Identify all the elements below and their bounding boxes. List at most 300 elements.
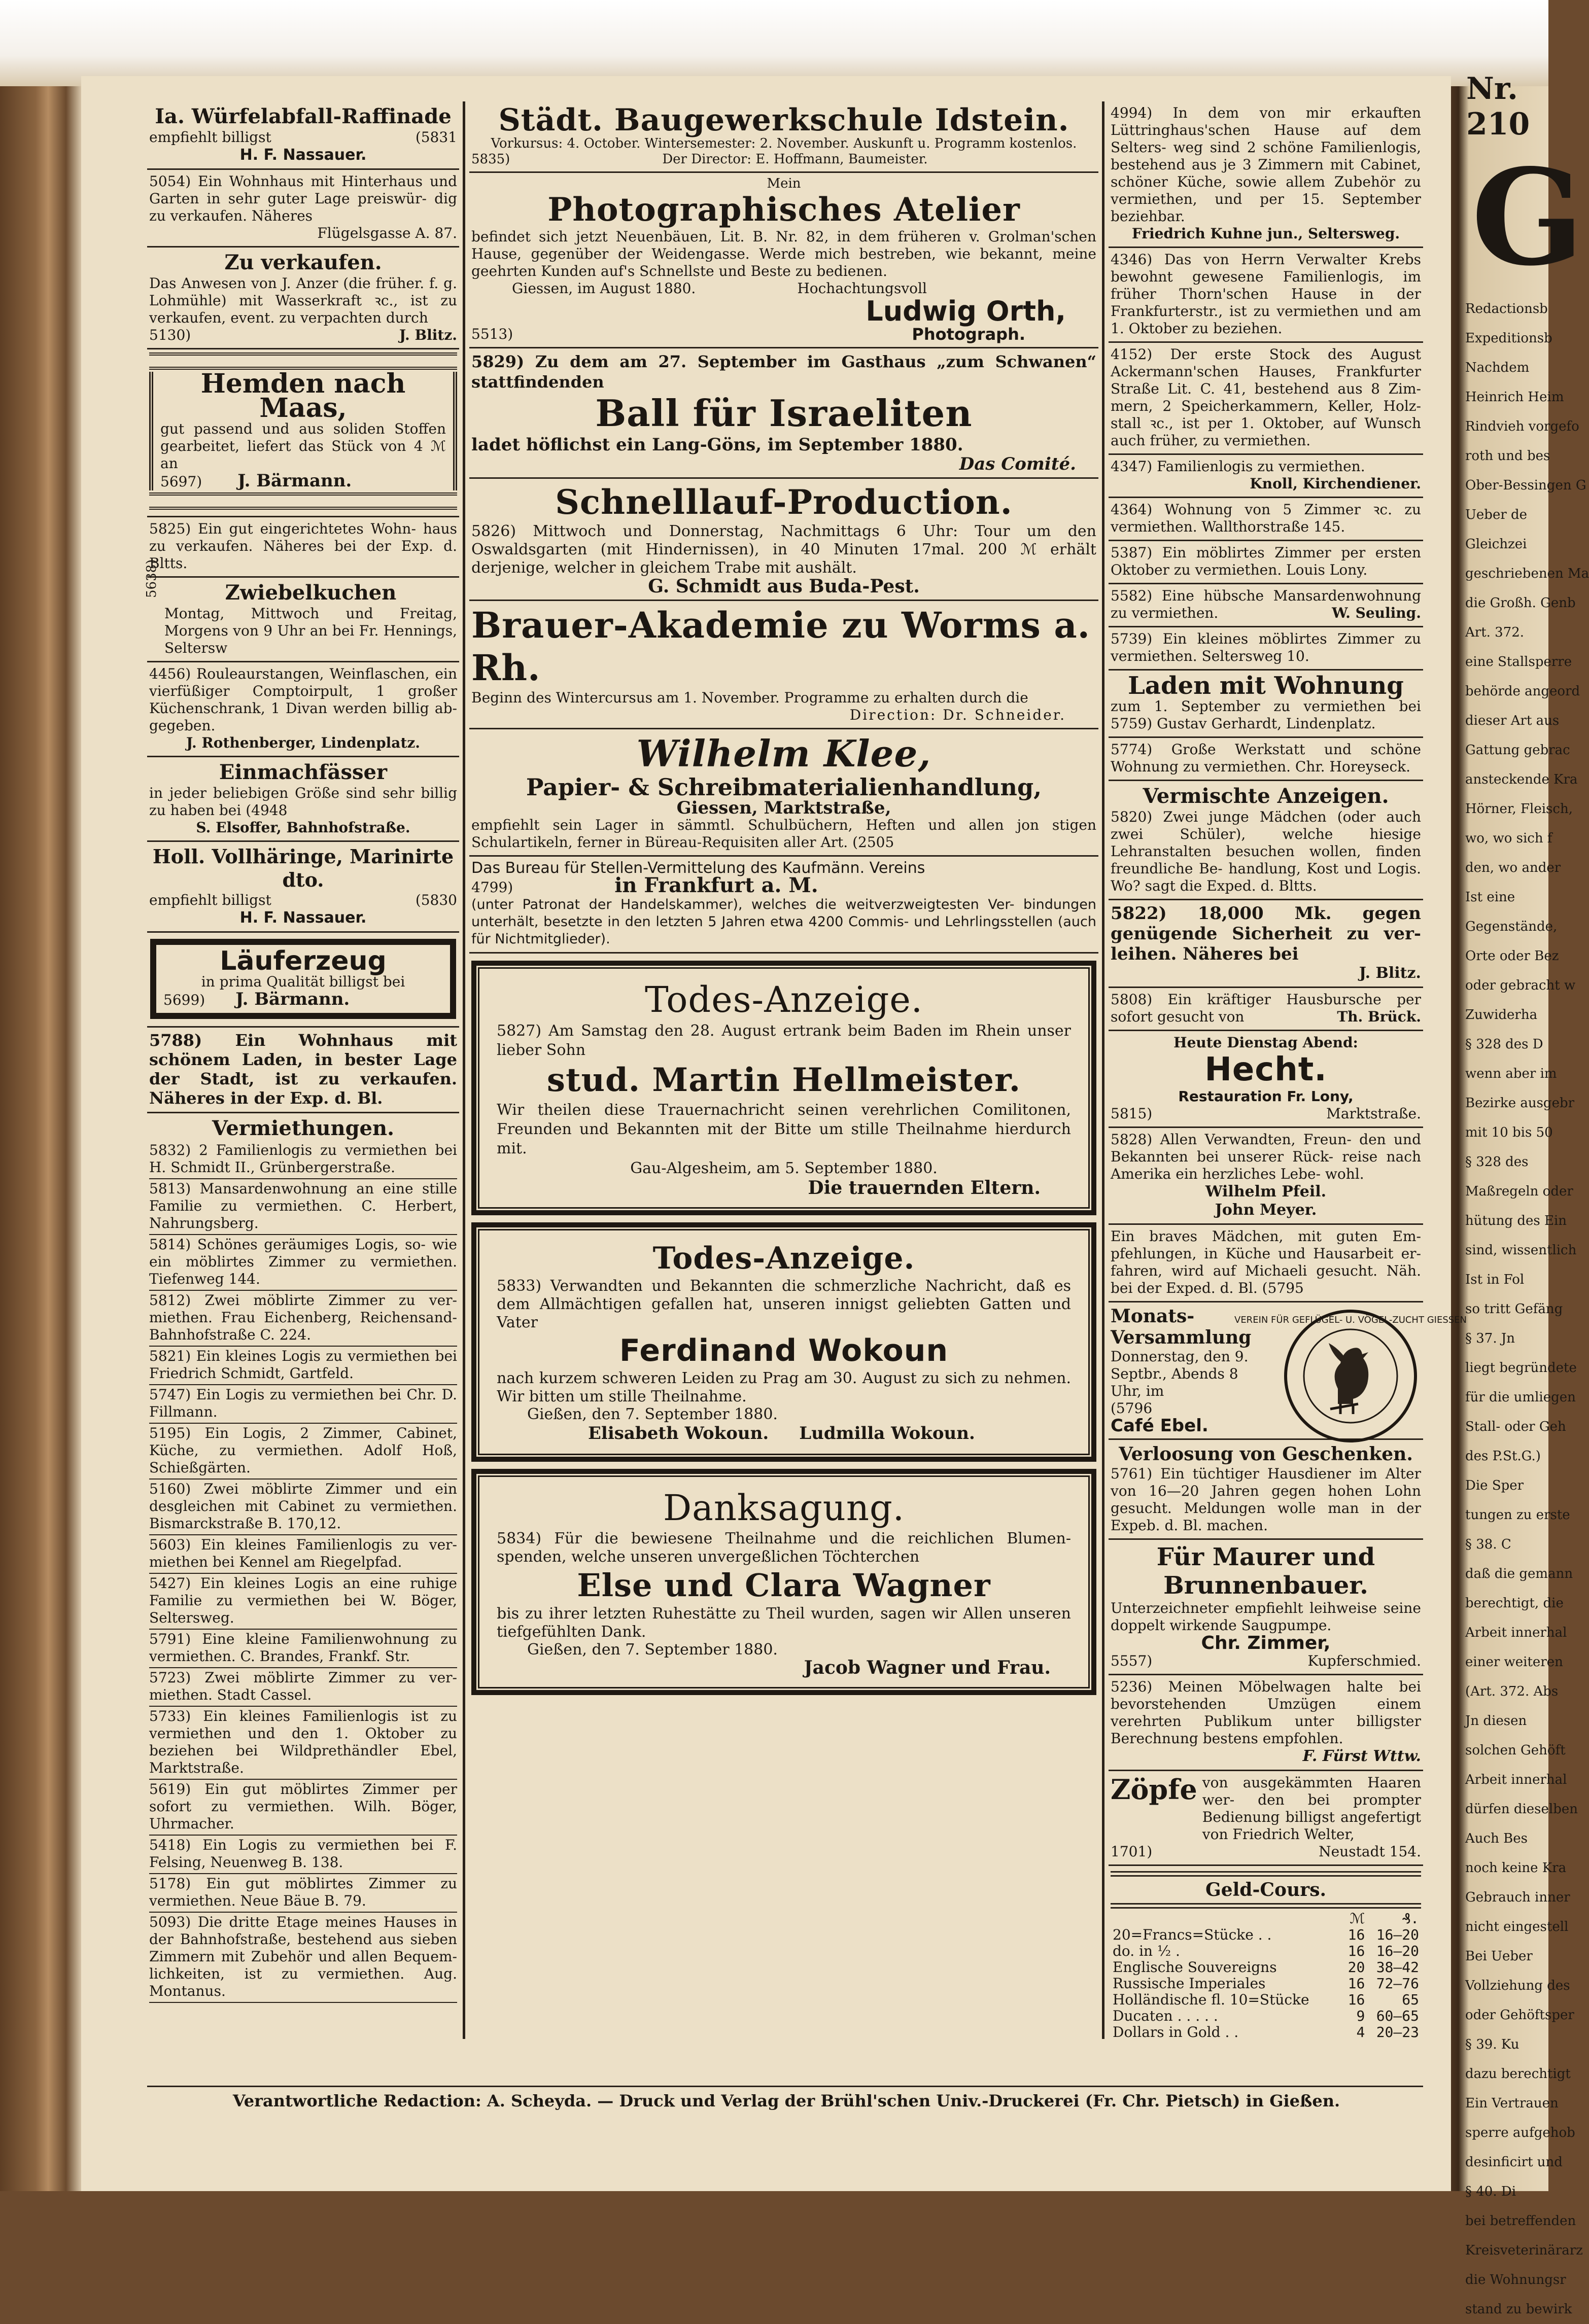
adjacent-text-fragment: oder gebracht w bbox=[1465, 978, 1576, 993]
ad-title: Zöpfe bbox=[1111, 1773, 1197, 1806]
adjacent-text-fragment: Nachdem bbox=[1465, 360, 1530, 375]
ad-title: Zwiebelkuchen bbox=[225, 581, 397, 605]
ad-signature: G. Schmidt aus Buda-Pest. bbox=[648, 576, 920, 597]
adjacent-text-fragment: oder Gehöftsper bbox=[1465, 2008, 1574, 2023]
ad-signature: Wilhelm Pfeil. bbox=[1205, 1183, 1327, 1201]
ad-title: Holl. Vollhäringe, Marinirte dto. bbox=[152, 845, 454, 891]
adjacent-text-fragment: für die umliegen bbox=[1465, 1390, 1576, 1405]
ad-number: 5815) bbox=[1111, 1105, 1153, 1122]
vermiethung-item: 5814) Schönes geräumiges Logis, so- wie ein möblirtes Zimmer zu vermiethen. Tiefenweg 144. bbox=[149, 1235, 457, 1291]
rates-currency: 20=Francs=Stücke . . bbox=[1113, 1926, 1272, 1943]
ad-title: Läuferzeug bbox=[220, 946, 387, 976]
vermiethung-item: 5418) Ein Logis zu vermiethen bei F. Felsing, Neuenweg B. 138. bbox=[149, 1836, 457, 1874]
exchange-rates bbox=[1109, 1866, 1423, 2045]
adjacent-text-fragment: § 40. Di bbox=[1465, 2184, 1516, 2199]
adjacent-text-fragment: stand zu bewirk bbox=[1465, 2302, 1572, 2317]
adjacent-text-fragment: dieser Art aus bbox=[1465, 713, 1560, 728]
rates-row bbox=[1111, 2008, 1421, 2024]
adjacent-text-fragment: sperre aufgehob bbox=[1465, 2125, 1575, 2140]
ad-number: 5638) bbox=[144, 559, 159, 598]
column-rule bbox=[463, 101, 465, 2039]
adjacent-text-fragment: roth und bes bbox=[1465, 448, 1550, 464]
ad-photographisches-atelier bbox=[469, 173, 1098, 348]
adjacent-text-fragment: (Art. 372. Abs bbox=[1465, 1684, 1559, 1699]
seal-text: VEREIN FÜR GEFLÜGEL- U. VÖGEL-ZUCHT GIESSEN bbox=[1234, 1315, 1467, 1325]
ad-title: Brauer-Akademie zu Worms a. Rh. bbox=[471, 604, 1091, 689]
ad-title: Ia. Würfelabfall-Raffinade bbox=[155, 104, 452, 128]
double-rule bbox=[1111, 1871, 1421, 1877]
adjacent-text-fragment: Ober-Bessingen G bbox=[1465, 478, 1586, 493]
ad-text: ladet höflichst ein Lang-Göns, im September 1880. bbox=[471, 435, 963, 455]
rates-pfennig: 16—20 bbox=[1376, 1926, 1419, 1943]
ad-rouleaux bbox=[147, 662, 459, 757]
adjacent-text-fragment: § 38. C bbox=[1465, 1537, 1511, 1552]
ad-familienlogis-krebs bbox=[1109, 248, 1423, 343]
ad-text: zum 1. September zu vermiethen bei 5759) Gustav Gerhardt, Lindenplatz. bbox=[1111, 698, 1421, 732]
ad-title: Hemden nach Maas, bbox=[200, 368, 406, 424]
adjacent-text-fragment: dazu berechtigt bbox=[1465, 2066, 1571, 2082]
rates-mark: 16 bbox=[1348, 1975, 1365, 1992]
ad-signature: W. Seuling. bbox=[1332, 605, 1421, 621]
ad-laeuferzeug bbox=[147, 933, 459, 1028]
rates-unit-pfennig: ₰. bbox=[1402, 1910, 1419, 1927]
ad-title: Schnelllauf-Production. bbox=[555, 482, 1013, 522]
adjacent-text-fragment: Vollziehung des bbox=[1465, 1978, 1570, 1993]
ad-text: 5820) Zwei junge Mädchen (oder auch zwei Schüler), welche hiesige Lehranstalten besuchen wollen, finden freundliche Be- handlung, Kost und Logis. Wo? sagt die Exped. d. Bltts. bbox=[1111, 808, 1421, 894]
adjacent-text-fragment: Bei Ueber bbox=[1465, 1949, 1533, 1964]
ad-laden-wohnung bbox=[1109, 671, 1423, 738]
ad-18000-mk bbox=[1109, 900, 1423, 988]
rates-row bbox=[1111, 1992, 1421, 2008]
ad-signature: H. F. Nassauer. bbox=[239, 909, 367, 927]
adjacent-text-fragment: sind, wissentlich bbox=[1465, 1243, 1577, 1258]
ad-text: 4347) Familienlogis zu vermiethen. bbox=[1111, 458, 1365, 475]
rates-table bbox=[1111, 1911, 1421, 2040]
rates-pfennig: 20—23 bbox=[1376, 2024, 1419, 2040]
ad-signature: Chr. Zimmer, bbox=[1201, 1633, 1331, 1653]
adjacent-text-fragment: Ueber de bbox=[1465, 507, 1528, 522]
ad-signature: Flügelsgasse A. 87. bbox=[317, 225, 457, 241]
ad-text: 5828) Allen Verwandten, Freun- den und Bekannten bei unserer Rück- reise nach Amerika ein herzliches Lebe- wohl. bbox=[1111, 1131, 1421, 1182]
adjacent-text-fragment: Arbeit innerhal bbox=[1465, 1772, 1567, 1787]
ad-text: 5236) Meinen Möbelwagen halte bei bevorstehenden Umzügen einem verehrten Publikum unter billigster Berechnung bestens empfohlen. bbox=[1111, 1678, 1421, 1747]
ad-zwiebelkuchen bbox=[144, 559, 459, 662]
ad-text: Das Anwesen von J. Anzer (die früher. f. g. Lohmühle) mit Wasserkraft ꝛc., ist zu verkaufen, event. zu verpachten durch bbox=[149, 275, 457, 326]
ad-signature: J. Bärmann. bbox=[237, 471, 352, 491]
adjacent-text-fragment: eine Stallsperre bbox=[1465, 654, 1572, 670]
adjacent-text-fragment: Art. 372. bbox=[1465, 625, 1525, 640]
notice-place: Gießen, den 7. September 1880. bbox=[527, 1641, 778, 1659]
ad-text: 5808) Ein kräftiger Hausbursche per sofort gesucht von bbox=[1111, 991, 1421, 1025]
ad-wohnhaus-laden bbox=[147, 1028, 459, 1113]
ad-zimmer-seltersweg bbox=[1109, 627, 1423, 671]
ad-text: 5829) Zu dem am 27. September im Gasthaus „zum Schwanen“ stattfindenden bbox=[471, 352, 1096, 392]
adjacent-text-fragment: so tritt Gefäng bbox=[1465, 1301, 1563, 1317]
adjacent-text-fragment: solchen Gehöft bbox=[1465, 1743, 1566, 1758]
rates-pfennig: 60—65 bbox=[1376, 2008, 1419, 2024]
ad-text: 5582) Eine hübsche Mansardenwohnung zu vermiethen. bbox=[1111, 587, 1421, 621]
rates-row bbox=[1111, 1976, 1421, 1992]
notice-text: bis zu ihrer letzten Ruhestätte zu Theil wurden, sagen wir Allen unseren tiefgefühlten Dank. bbox=[497, 1605, 1071, 1641]
ad-text: Vorkursus: 4. October. Wintersemester: 2. November. Auskunft u. Programm kostenlos. bbox=[491, 136, 1077, 151]
vermiethung-item: 5821) Ein kleines Logis zu vermiethen bei Friedrich Schmidt, Gartfeld. bbox=[149, 1347, 457, 1385]
rates-mark: 20 bbox=[1348, 1959, 1365, 1976]
ad-signature: Das Comité. bbox=[959, 454, 1076, 474]
adjacent-text-fragment: wo, wo sich f bbox=[1465, 831, 1552, 846]
vermiethung-item: 5813) Mansardenwohnung an eine stille Familie zu vermiethen. C. Herbert, Nahrungsberg. bbox=[149, 1179, 457, 1235]
double-rule bbox=[1111, 1903, 1421, 1909]
rates-currency: Russische Imperiales bbox=[1113, 1975, 1266, 1992]
imprint-footer: Verantwortliche Redaction: A. Scheyda. — Druck und Verlag der Brühl'schen Univ.-Druckerei (Fr. Chr. Pietsch) in Gießen. bbox=[232, 2091, 1340, 2110]
rates-currency: do. in ½ . bbox=[1113, 1943, 1180, 1959]
ad-monats-versammlung bbox=[1109, 1302, 1467, 1440]
rates-row bbox=[1111, 1927, 1421, 1943]
adjacent-text-fragment: Orte oder Bez bbox=[1465, 948, 1559, 964]
ad-vermischte bbox=[1109, 781, 1423, 900]
ad-baugewerkschule bbox=[469, 101, 1098, 173]
adjacent-page-fragment bbox=[1461, 71, 1589, 2317]
adjacent-text-fragment: die Wohnungsr bbox=[1465, 2272, 1566, 2287]
adjacent-text-fragment: den, wo ander bbox=[1465, 860, 1561, 875]
adjacent-text-fragment: noch keine Kra bbox=[1465, 1860, 1567, 1876]
adjacent-text-fragment: Hörner, Fleisch, bbox=[1465, 801, 1573, 817]
vermiethung-item: 5603) Ein kleines Familienlogis zu ver- miethen bei Kennel am Riegelpfad. bbox=[149, 1535, 457, 1574]
adjacent-text-fragment: desinficirt und bbox=[1465, 2155, 1563, 2170]
vermiethungen-list bbox=[149, 1141, 457, 2003]
ad-text: 5761) Ein tüchtiger Hausdiener im Alter von 16—20 Jahren gegen hohen Lohn gesucht. Meldungen wolle man in der Expeb. d. Bl. machen. bbox=[1111, 1465, 1421, 1534]
adjacent-text-fragment: dürfen dieselben bbox=[1465, 1802, 1578, 1817]
adjacent-text-fragment: § 328 des D bbox=[1465, 1037, 1543, 1052]
ad-title: Photographisches Atelier bbox=[547, 191, 1020, 229]
adjacent-text-fragment: tungen zu erste bbox=[1465, 1507, 1570, 1523]
ad-text: in jeder beliebigen Größe sind sehr billig zu haben bei bbox=[149, 785, 457, 819]
notice-text: nach kurzem schweren Leiden zu Prag am 30. August zu sich zu nehmen. Wir bitten um stille Theilnahme. bbox=[497, 1369, 1071, 1405]
ad-text: Unterzeichneter empfiehlt leihweise seine doppelt wirkende Saugpumpe. bbox=[1111, 1600, 1421, 1634]
ad-number: 5697) bbox=[160, 473, 202, 490]
ad-text: Mein bbox=[767, 176, 801, 191]
ad-text: 5826) Mittwoch und Donnerstag, Nachmittags 6 Uhr: Tour um den Oswaldsgarten (mit Hindernissen), in 40 Minuten 17mal. 200 ℳ erhält derjenige, welcher in gleichem Trabe mit aushält. bbox=[471, 522, 1096, 577]
notice-signature: Jacob Wagner und Frau. bbox=[804, 1657, 1051, 1678]
ad-hecht bbox=[1109, 1031, 1423, 1128]
column-right bbox=[1109, 101, 1467, 2057]
ad-role: Photograph. bbox=[912, 325, 1025, 344]
rates-mark: 16 bbox=[1348, 1991, 1365, 2008]
ad-vollhaeringe bbox=[147, 842, 459, 933]
ad-text: befindet sich jetzt Neuenbäuen, Lit. B. Nr. 82, in dem früheren v. Grolman'schen Hause, gegenüber der Weidengasse. Werde mich bestreben, wie bekannt, meine geehrten Kunden auf's Schnellste und Beste zu bedienen. bbox=[471, 228, 1096, 279]
adjacent-page-text bbox=[1461, 294, 1589, 2324]
ad-schnelllauf bbox=[469, 479, 1098, 601]
adjacent-text-fragment: Bezirke ausgebr bbox=[1465, 1096, 1575, 1111]
scan-background-top bbox=[0, 0, 1548, 86]
ad-raffinade bbox=[147, 101, 459, 170]
adjacent-text-fragment: einer weiteren bbox=[1465, 1654, 1563, 1670]
ad-lony-zimmer bbox=[1109, 541, 1423, 584]
notice-danksagung-wagner bbox=[471, 1469, 1096, 1695]
section-vermiethungen bbox=[147, 1113, 459, 2007]
ad-einmachfaesser bbox=[147, 757, 459, 842]
adjacent-text-fragment: Heinrich Heim bbox=[1465, 390, 1564, 405]
notice-title: Todes-Anzeige. bbox=[644, 979, 923, 1020]
ad-text: Heute Dienstag Abend: bbox=[1173, 1034, 1358, 1051]
vermiethung-item: 5723) Zwei möblirte Zimmer zu ver- miethen. Stadt Cassel. bbox=[149, 1668, 457, 1707]
ad-signature: H. F. Nassauer. bbox=[239, 146, 367, 164]
adjacent-text-fragment: nicht eingestell bbox=[1465, 1919, 1569, 1934]
ad-text: Ein braves Mädchen, mit guten Em- pfehlungen, in Küche und Hausarbeit er- fahren, wird auf Michaeli gesucht. Näh. bei der Exped. d. Bl. bbox=[1111, 1228, 1421, 1296]
adjacent-text-fragment: Maßregeln oder bbox=[1465, 1184, 1573, 1199]
ad-place: Neustadt 154. bbox=[1319, 1843, 1421, 1860]
vermiethung-item: 5178) Ein gut möblirtes Zimmer zu vermiethen. Neue Bäue B. 79. bbox=[149, 1874, 457, 1913]
adjacent-text-fragment: Arbeit innerhal bbox=[1465, 1625, 1567, 1640]
ad-text: 5822) 18,000 Mk. gegen genügende Sicherheit zu ver- leihen. Näheres bei bbox=[1111, 903, 1421, 964]
column-rule bbox=[1102, 101, 1104, 2039]
ad-number: 1701) bbox=[1111, 1843, 1153, 1860]
ad-text: Donnerstag, den 9. Septbr., Abends 8 Uhr, im bbox=[1111, 1348, 1249, 1399]
ad-number: (5830 bbox=[415, 892, 457, 908]
ad-verloosung bbox=[1109, 1440, 1423, 1540]
notice-name: Else und Clara Wagner bbox=[577, 1567, 991, 1604]
ad-hausbursche bbox=[1109, 988, 1423, 1031]
notice-text: 5833) Verwandten und Bekannten die schmerzliche Nachricht, daß es dem Allmächtigen gefallen hat, unseren innigst geliebten Gatten und Vater bbox=[497, 1277, 1071, 1331]
rates-row bbox=[1111, 2024, 1421, 2040]
ad-text: 5825) Ein gut eingerichtetes Wohn- haus zu verkaufen. Näheres bei der Exp. d. Bltts. bbox=[149, 520, 457, 572]
ad-title: Einmachfässer bbox=[219, 760, 388, 784]
ad-text: 4456) Rouleaurstangen, Weinflaschen, ein vierfüßiger Comptoirpult, 1 großer Küchenschrank, 1 Divan werden billig ab- gegeben. bbox=[149, 665, 457, 734]
ad-wilhelm-klee bbox=[469, 729, 1098, 857]
ad-number: (5831 bbox=[415, 129, 457, 146]
adjacent-text-fragment: daß die gemann bbox=[1465, 1566, 1573, 1581]
adjacent-text-fragment: Gegenstände, bbox=[1465, 919, 1558, 934]
adjacent-text-fragment: Expeditionsb bbox=[1465, 331, 1552, 346]
ad-text: empfiehlt billigst bbox=[149, 892, 271, 908]
adjacent-text-fragment: Die Sper bbox=[1465, 1478, 1524, 1493]
adjacent-text-fragment: Ein Vertrauen bbox=[1465, 2096, 1559, 2111]
section-title: Vermiethungen. bbox=[212, 1116, 394, 1140]
rates-row bbox=[1111, 1943, 1421, 1959]
rates-currency: Ducaten . . . . . bbox=[1113, 2008, 1218, 2024]
ad-text: gut passend und aus soliden Stoffen gearbeitet, liefert das Stück von 4 ℳ an bbox=[160, 420, 446, 472]
notice-place: Gießen, den 7. September 1880. bbox=[527, 1405, 778, 1423]
vermiethung-item: 5195) Ein Logis, 2 Zimmer, Cabinet, Küche, zu vermiethen. Adolf Hoß, Schießgärten. bbox=[149, 1424, 457, 1480]
notice-text: Wir theilen diese Trauernachricht seinen verehrlichen Comilitonen, Freunden und Bekannten mit der Bitte um stille Theilnahme hierdurch mit. bbox=[497, 1101, 1071, 1157]
ad-number: 4799) bbox=[471, 879, 513, 896]
rates-mark: 4 bbox=[1356, 2024, 1365, 2040]
ad-signature: S. Elsoffer, Bahnhofstraße. bbox=[196, 819, 410, 836]
adjacent-text-fragment: Jn diesen bbox=[1465, 1713, 1527, 1729]
ad-text: 5387) Ein möblirtes Zimmer per ersten Oktober zu vermiethen. Louis Lony. bbox=[1111, 544, 1421, 578]
adjacent-text-fragment: mit 10 bis 50 bbox=[1465, 1125, 1553, 1140]
ad-signature: F. Fürst Wttw. bbox=[1302, 1747, 1421, 1765]
vermiethung-item: 5427) Ein kleines Logis an eine ruhige Familie zu vermiethen bei W. Böger, Seltersweg. bbox=[149, 1574, 457, 1630]
ad-ball-israeliten bbox=[469, 348, 1098, 479]
ad-signature: J. Bärmann. bbox=[235, 989, 350, 1009]
vermiethung-item: 5791) Eine kleine Familienwohnung zu vermiethen. C. Brandes, Frankf. Str. bbox=[149, 1630, 457, 1668]
ad-ackermann bbox=[1109, 343, 1423, 455]
rates-currency: Englische Souvereigns bbox=[1113, 1959, 1277, 1976]
ad-werkstatt bbox=[1109, 738, 1423, 781]
adjacent-text-fragment: behörde angeord bbox=[1465, 684, 1580, 699]
notice-text: 5834) Für die bewiesene Theilnahme und die reichlichen Blumen- spenden, welche unseren unvergeßlichen Töchterchen bbox=[497, 1530, 1071, 1566]
ad-braves-maedchen bbox=[1109, 1225, 1423, 1302]
ad-signature: Direction: Dr. Schneider. bbox=[849, 707, 1066, 723]
ad-text: 4346) Das von Herrn Verwalter Krebs bewohnt gewesene Familienlogis, im früher Thorn'schen Hause in der Frankfurterstr., ist zu vermiethen und am 1. Oktober zu beziehen. bbox=[1111, 251, 1421, 337]
notice-title: Danksagung. bbox=[663, 1487, 905, 1529]
ad-familienlogis-kuhne bbox=[1109, 101, 1423, 248]
ad-title: Hecht. bbox=[1204, 1051, 1327, 1088]
adjacent-text-fragment: die Großh. Genb bbox=[1465, 595, 1576, 611]
ad-number: 5557) bbox=[1111, 1652, 1153, 1669]
adjacent-text-fragment: § 328 des bbox=[1465, 1154, 1529, 1170]
rates-mark: 16 bbox=[1348, 1943, 1365, 1959]
ad-signature: J. Blitz. bbox=[399, 327, 457, 343]
notice-name: Ferdinand Wokoun bbox=[619, 1333, 949, 1368]
ad-place: Giessen, Marktstraße, bbox=[676, 798, 891, 818]
rates-title: Geld-Cours. bbox=[1205, 1879, 1327, 1900]
ad-amerika-lebewohl bbox=[1109, 1128, 1423, 1225]
adjacent-text-fragment: des P.St.G.) bbox=[1465, 1449, 1541, 1464]
ad-number: 5835) bbox=[471, 152, 510, 167]
section-title: Vermischte Anzeigen. bbox=[1143, 784, 1389, 808]
ad-place: in Frankfurt a. M. bbox=[614, 873, 818, 897]
ad-title: Ball für Israeliten bbox=[595, 392, 973, 435]
ad-mansarde-seuling bbox=[1109, 584, 1423, 627]
rates-unit-mark: ℳ bbox=[1350, 1910, 1365, 1927]
vermiethung-item: 5733) Ein kleines Familienlogis ist zu vermiethen und den 1. Oktober zu beziehen bei Wildprethändler Ebel, Marktstraße. bbox=[149, 1707, 457, 1780]
ad-text: 4152) Der erste Stock des August Ackermann'schen Hauses, Frankfurter Straße Lit. C. 41, bestehend aus 8 Zim- mern, 2 Speicherkammern, Keller, Holz- stall ꝛc., ist per 1. Oktober, auf Wunsch auch früher, zu vermiethen. bbox=[1111, 346, 1421, 449]
rates-currency: Dollars in Gold . . bbox=[1113, 2024, 1239, 2040]
ad-text: empfiehlt billigst bbox=[149, 129, 271, 146]
ad-place: Café Ebel. bbox=[1111, 1416, 1208, 1436]
adjacent-text-fragment: Ist in Fol bbox=[1465, 1272, 1525, 1287]
adjacent-text-fragment: § 39. Ku bbox=[1465, 2037, 1519, 2052]
ad-knoll bbox=[1109, 455, 1423, 498]
adjacent-text-fragment: § 37. Jn bbox=[1465, 1331, 1515, 1346]
adjacent-text-fragment: Stall- oder Geh bbox=[1465, 1419, 1566, 1434]
ad-text: in prima Qualität billigst bei bbox=[201, 973, 405, 990]
ad-text: Restauration Fr. Lony, bbox=[1178, 1088, 1354, 1105]
ad-number: (5796 bbox=[1111, 1400, 1153, 1417]
ad-zoepfe bbox=[1109, 1771, 1423, 1866]
ad-text: 5788) Ein Wohnhaus mit schönem Laden, in bester Lage der Stadt, ist zu verkaufen. Näheres in der Exp. d. Bl. bbox=[149, 1031, 457, 1108]
ad-title: Monats-Versammlung bbox=[1111, 1306, 1252, 1348]
ad-role: Kupferschmied. bbox=[1307, 1652, 1421, 1669]
rates-currency: Holländische fl. 10=Stücke bbox=[1113, 1991, 1309, 2008]
ad-text: empfiehlt sein Lager in sämmtl. Schulbüchern, Heften und allen jon stigen Schulartikeln, ferner in Büreau-Requisiten aller Art. bbox=[471, 817, 1096, 851]
ad-wohnhaus bbox=[147, 170, 459, 248]
rates-mark: 9 bbox=[1356, 2008, 1365, 2024]
rates-row bbox=[1111, 1959, 1421, 1976]
notice-signature: Elisabeth Wokoun. bbox=[588, 1423, 769, 1443]
adjacent-text-fragment: hütung des Ein bbox=[1465, 1213, 1567, 1228]
adjacent-text-fragment: Gattung gebrac bbox=[1465, 743, 1570, 758]
ornament-chain bbox=[149, 353, 457, 370]
rates-pfennig: 72—76 bbox=[1376, 1975, 1419, 1992]
ad-number: 5513) bbox=[471, 326, 513, 342]
ad-wohnhaus-2 bbox=[147, 517, 459, 578]
ad-number: (4948 bbox=[246, 802, 288, 819]
column-left bbox=[144, 101, 459, 2057]
ad-text: 5739) Ein kleines möblirtes Zimmer zu vermiethen. Seltersweg 10. bbox=[1111, 630, 1421, 664]
ad-text: von ausgekämmten Haaren wer- den bei prompter Bedienung billigst angefertigt von Friedrich Welter, bbox=[1202, 1774, 1421, 1843]
ad-signature: Friedrich Kuhne jun., Seltersweg. bbox=[1131, 225, 1400, 242]
adjacent-text-fragment: Gleichzei bbox=[1465, 537, 1527, 552]
ad-signature: John Meyer. bbox=[1215, 1201, 1317, 1219]
adjacent-text-fragment: Zuwiderha bbox=[1465, 1007, 1538, 1023]
footer-rule bbox=[147, 2086, 1423, 2087]
association-seal-icon bbox=[1234, 1308, 1467, 1445]
adjacent-text-fragment: Rindvieh vorgefo bbox=[1465, 419, 1579, 434]
ad-signature: J. Rothenberger, Lindenplatz. bbox=[186, 734, 421, 751]
rates-pfennig: 65 bbox=[1402, 1991, 1419, 2008]
adjacent-text-fragment: geschriebenen Ma bbox=[1465, 566, 1589, 581]
ornament-chain bbox=[149, 492, 457, 510]
ad-signature: Knoll, Kirchendiener. bbox=[1250, 475, 1421, 492]
ad-text: 5774) Große Werkstatt und schöne Wohnung zu vermiethen. Chr. Horeyseck. bbox=[1111, 741, 1421, 775]
ad-greeting: Hochachtungsvoll bbox=[797, 280, 927, 297]
adjacent-text-fragment: ansteckende Kra bbox=[1465, 772, 1578, 787]
rates-pfennig: 16—20 bbox=[1376, 1943, 1419, 1959]
ad-text: Der Director: E. Hoffmann, Baumeister. bbox=[662, 152, 928, 167]
rates-pfennig: 38—42 bbox=[1376, 1959, 1419, 1976]
ad-hemden bbox=[147, 349, 459, 517]
ad-number: 5130) bbox=[149, 327, 191, 343]
ad-title: Wilhelm Klee, bbox=[636, 732, 931, 775]
ad-brauer-akademie bbox=[469, 601, 1098, 729]
vermiethung-item: 5747) Ein Logis zu vermiethen bei Chr. D. Fillmann. bbox=[149, 1385, 457, 1424]
ad-text: (unter Patronat der Handelskammer), welches die weitverzweigtesten Ver- bindungen unterhält, besetzte in den letzten 5 Jahren etwa 4200 Commis- und Lehrlingsstellen (auch für Nichtmitglieder). bbox=[471, 897, 1096, 947]
notice-signature: Die trauernden Eltern. bbox=[808, 1177, 1041, 1199]
adjacent-text-fragment: Kreisveterinärarz bbox=[1465, 2243, 1583, 2258]
notice-title: Todes-Anzeige. bbox=[652, 1241, 915, 1276]
ad-number: 5699) bbox=[163, 992, 205, 1008]
ad-signature: Ludwig Orth, bbox=[866, 295, 1066, 327]
vermiethung-item: 5093) Die dritte Etage meines Hauses in der Bahnhofstraße, bestehend aus sieben Zimmern mit Zubehör und allen Bequem- lichkeiten, ist zu vermiethen. Aug. Montanus. bbox=[149, 1913, 457, 2003]
ad-text: 5054) Ein Wohnhaus mit Hinterhaus und Garten in sehr guter Lage preiswür- dig zu verkaufen. Näheres bbox=[149, 173, 457, 224]
ad-text: Montag, Mittwoch und Freitag, Morgens von 9 Uhr an bei Fr. Hennings, Seltersw bbox=[164, 605, 457, 656]
ad-title: Städt. Baugewerkschule Idstein. bbox=[498, 102, 1069, 138]
ad-place: Marktstraße. bbox=[1326, 1105, 1421, 1122]
notice-signature: Ludmilla Wokoun. bbox=[799, 1423, 975, 1443]
ad-place: Giessen, im August 1880. bbox=[512, 280, 696, 297]
ad-text: 4994) In dem von mir erkauften Lüttringhaus'schen Hause auf dem Selters- weg sind 2 schöne Familienlogis, bestehend aus je 3 Zimmern mit Cabinet, schöner Küche, sowie allem Zubehör zu vermiethen, und per 15. September beziehbar. bbox=[1111, 104, 1421, 225]
adjacent-text-fragment: Redactionsb bbox=[1465, 301, 1548, 316]
ad-title: Zu verkaufen. bbox=[224, 251, 382, 274]
ad-stellen-vermittelung bbox=[469, 857, 1098, 954]
notice-name: stud. Martin Hellmeister. bbox=[546, 1061, 1021, 1099]
vermiethung-item: 5160) Zwei möblirte Zimmer und ein desgleichen mit Cabinet zu vermiethen. Bismarckstraße B. 170,12. bbox=[149, 1480, 457, 1535]
vermiethung-item: 5812) Zwei möblirte Zimmer zu ver- miethen. Frau Eichenberg, Reichensand-Bahnhofstraße C. 224. bbox=[149, 1291, 457, 1347]
ad-wohnung-wallthor bbox=[1109, 498, 1423, 541]
ad-subtitle: Papier- & Schreibmaterialienhandlung, bbox=[526, 773, 1042, 801]
ad-moebelwagen bbox=[1109, 1675, 1423, 1771]
adjacent-text-fragment: liegt begründete bbox=[1465, 1360, 1577, 1376]
ad-signature: J. Blitz. bbox=[1359, 964, 1421, 982]
ad-number: (5795 bbox=[1262, 1280, 1304, 1296]
adjacent-text-fragment: bei betreffenden bbox=[1465, 2213, 1576, 2229]
ad-signature: Th. Brück. bbox=[1337, 1008, 1421, 1025]
ad-text: Das Bureau für Stellen-Vermittelung des Kaufmänn. Vereins bbox=[471, 859, 925, 877]
notice-place: Gau-Algesheim, am 5. September 1880. bbox=[630, 1159, 938, 1177]
ad-title: Laden mit Wohnung bbox=[1128, 672, 1404, 700]
adjacent-text-fragment: berechtigt, die bbox=[1465, 1596, 1564, 1611]
adjacent-text-fragment: Ist eine bbox=[1465, 890, 1515, 905]
ad-title: Verloosung von Geschenken. bbox=[1119, 1443, 1413, 1465]
ad-title: Für Maurer und Brunnenbauer. bbox=[1156, 1543, 1375, 1600]
notice-text: 5827) Am Samstag den 28. August ertrank beim Baden im Rhein unser lieber Sohn bbox=[497, 1022, 1071, 1059]
ad-text: 4364) Wohnung von 5 Zimmer ꝛc. zu vermiethen. Wallthorstraße 145. bbox=[1111, 501, 1421, 535]
adjacent-text-fragment: wenn aber im bbox=[1465, 1066, 1557, 1081]
vermiethung-item: 5619) Ein gut möblirtes Zimmer per sofort zu vermiethen. Wilh. Böger, Uhrmacher. bbox=[149, 1780, 457, 1836]
ad-number: (2505 bbox=[852, 834, 894, 851]
